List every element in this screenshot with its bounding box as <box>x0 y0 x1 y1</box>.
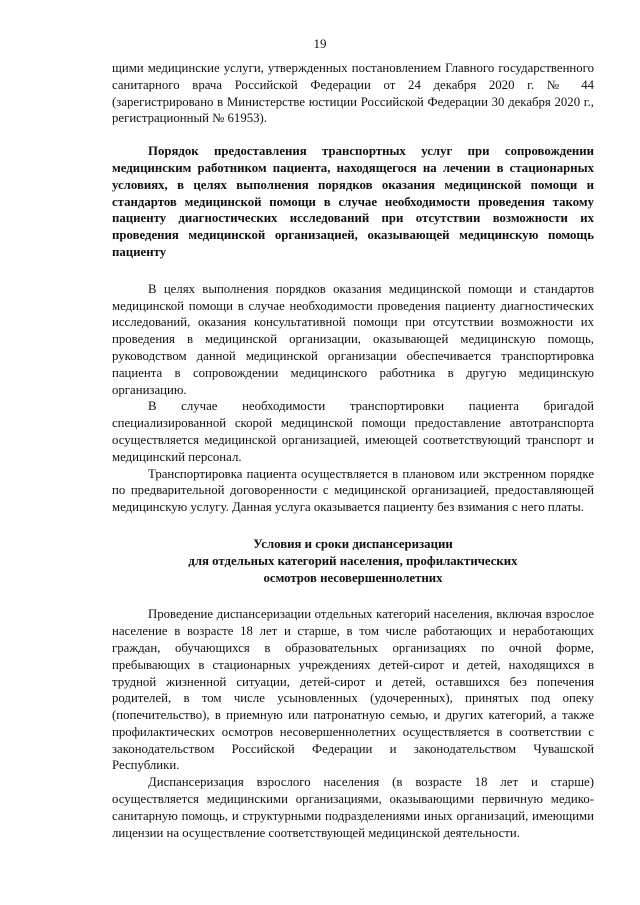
paragraph: Проведение диспансеризации отдельных категорий населения, включая взрослое население в возрасте 18 лет и старше, в том числе работающих и неработающих граждан, обучающихся в образовательных организациях по очной форме, пребывающих в стационарных учреждениях детей-сирот и детей, находящихся в трудной жизненной ситуации, детей-сирот и детей, оставшихся без попечения родителей, в том числе усыновленных (удочеренных), принятых под опеку (попечительство), в приемную или патронатную семью, и других категорий, а также профилактических осмотров несовершеннолетних осуществляется в соответствии с законодательством Российской Федерации и законодательством Чувашской Республики. <box>112 607 594 773</box>
page-content <box>112 60 594 841</box>
section-heading-dispensary <box>112 536 594 586</box>
paragraph: В случае необходимости транспортировки пациента бригадой специализированной скорой медицинской помощи предоставление автотранспорта осуществляется медицинской организацией, имеющей соответствующий транспорт и медицинский персонал. <box>112 399 594 464</box>
section-heading-transport: Порядок предоставления транспортных услуг при сопровождении медицинским работником пациента, находящегося на лечении в стационарных условиях, в целях выполнения порядков оказания медицинской помощи и стандартов медицинской помощи в случае необходимости проведения такому пациенту диагностических исследований при отсутствии возможности их проведения медицинской организацией, оказывающей медицинскую помощь пациенту <box>112 144 594 259</box>
intro-paragraph: щими медицинские услуги, утвержденных постановлением Главного государственного санитарного врача Российской Федерации от 24 декабря 2020 г. № 44 (зарегистрировано в Министерстве юстиции Российской Федерации 30 декабря 2020 г., регистрационный № 61953). <box>112 61 594 126</box>
paragraph: Диспансеризация взрослого населения (в возрасте 18 лет и старше) осуществляется медицинскими организациями, оказывающими первичную медико-санитарную помощь, и структурными подразделениями иных организаций, имеющими лицензии на осуществление соответствующей медицинской деятельности. <box>112 775 594 840</box>
heading-line: Условия и сроки диспансеризации <box>253 536 453 551</box>
paragraph: Транспортировка пациента осуществляется в плановом или экстренном порядке по предварительной договоренности с медицинской организацией, предоставляющей медицинскую услугу. Данная услуга оказывается пациенту без взимания с него платы. <box>112 466 594 515</box>
paragraph: В целях выполнения порядков оказания медицинской помощи и стандартов медицинской помощи в случае необходимости проведения пациенту диагностических исследований, оказания консультативной помощи при отсутствии возможности их проведения в медицинской организации, оказывающей медицинскую помощь, руководством данной медицинской организации обеспечивается транспортировка пациента в сопровождении медицинского работника в другую медицинскую организацию. <box>112 281 594 397</box>
heading-line: для отдельных категорий населения, профилактических <box>188 553 518 568</box>
heading-line: осмотров несовершеннолетних <box>263 570 443 585</box>
page-number: 19 <box>313 36 327 51</box>
